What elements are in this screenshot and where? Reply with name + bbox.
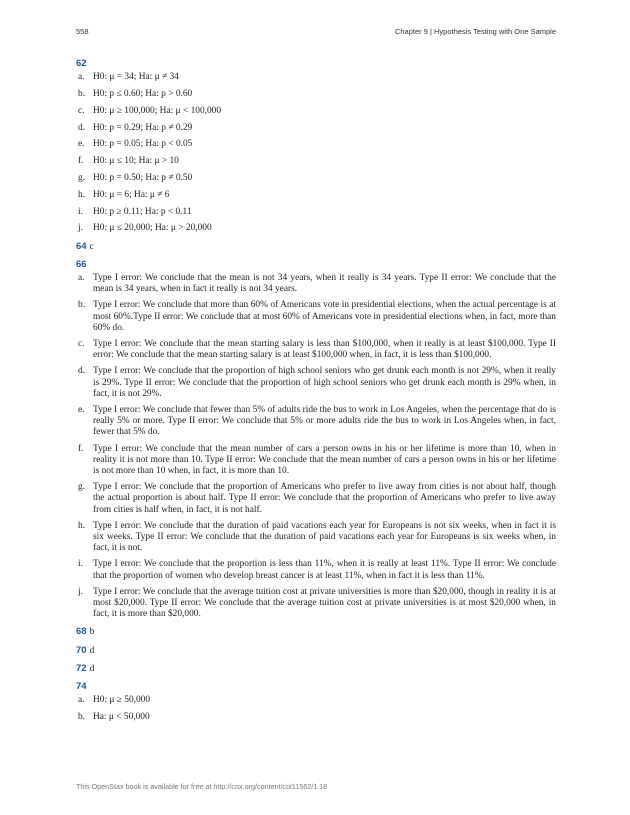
question-number: 66 [76, 258, 87, 270]
list-item [76, 89, 556, 100]
item-text: Ha: μ < 50,000 [93, 712, 150, 723]
answer-list [76, 273, 556, 620]
item-letter: a. [78, 695, 85, 706]
item-text: H0: μ ≥ 50,000 [93, 695, 151, 706]
list-item [76, 123, 556, 134]
item-letter: e. [78, 405, 85, 416]
item-text: H0: p ≤ 0.60; Ha: p > 0.60 [93, 89, 193, 99]
question-number: 74 [76, 681, 87, 693]
question-72 [76, 663, 556, 675]
list-item [76, 190, 556, 201]
item-letter: c. [78, 105, 85, 116]
item-text: Type I error: We conclude that fewer than 5% of adults ride the bus to work in Los Angeles, when the percentage that do is really 5% or more. Type II error: We conclude that 5% or more adults ride the bus to work in Los Angeles when, in fact, fewer that 5% do. [93, 405, 556, 438]
item-letter: g. [78, 172, 86, 183]
item-text: Type I error: We conclude that the proportion of Americans who prefer to live away from cities is not about half, though the actual proportion is about half. Type II error: We conclude that the proportion of Americans who prefer to live away from cities is half when, in fact, it is not half. [93, 482, 556, 515]
list-item [76, 173, 556, 184]
question-62 [76, 58, 556, 235]
answer-list [76, 695, 556, 723]
answer: c [89, 241, 94, 252]
question-66 [76, 259, 556, 621]
item-text: Type I error: We conclude that the duration of paid vacations each year for Europeans is not six weeks, when in fact it is six weeks. Type II error: We conclude that the duration of paid vacations each year for Europeans is six weeks when, in fact, it is not. [93, 520, 556, 554]
item-text: H0: μ ≥ 100,000; Ha: μ < 100,000 [93, 105, 222, 116]
item-letter: d. [78, 366, 86, 377]
question-68 [76, 626, 556, 638]
question-number: 64 [76, 240, 87, 252]
item-letter: h. [78, 520, 86, 531]
list-item [76, 482, 556, 516]
item-text: Type I error: We conclude that the average tuition cost at private universities is more than $20,000, though in reality it is at most $20,000. Type II error: We conclude that the average tuition cost at private universities is at most $20,000 when, in fact, it is more than $20,000. [93, 586, 556, 620]
list-item [76, 207, 556, 218]
item-letter: f. [78, 156, 84, 167]
item-text: Type I error: We conclude that more than 60% of Americans vote in presidential elections, when the actual percentage is at most 60%.Type II error: We conclude that at most 60% of Americans vote in presidential elections when, in fact, more than 60% do. [93, 300, 556, 333]
solutions-content [76, 58, 556, 729]
list-item [76, 139, 556, 150]
list-item [76, 72, 556, 83]
item-letter: c. [78, 339, 85, 349]
item-letter: b. [78, 300, 86, 311]
answer: b [89, 627, 95, 638]
item-text: Type I error: We conclude that the mean number of cars a person owns in his or her lifetime is more than 10, when in reality it is not more than 10. Type II error: We conclude that the mean number of cars a person owns in his or her lifetime is not more than 10 when, in fact, it is more than 10. [93, 443, 556, 477]
chapter-header: Chapter 9 | Hypothesis Testing with One Sample [394, 27, 556, 36]
item-letter: a. [78, 272, 85, 283]
list-item [76, 695, 556, 706]
item-text: H0: p ≥ 0.11; Ha: p < 0.11 [93, 206, 192, 217]
item-text: Type I error: We conclude that the mean is not 34 years, when it really is 34 years. Type II error: We conclude that the mean is 34 years, when in fact it really is not 34 years. [93, 272, 556, 295]
list-item [76, 156, 556, 167]
question-number: 72 [76, 662, 87, 674]
list-item [76, 587, 556, 621]
item-letter: b. [78, 712, 86, 723]
list-item [76, 405, 556, 439]
item-text: H0: μ ≤ 10; Ha: μ > 10 [93, 156, 179, 167]
item-letter: d. [78, 122, 86, 133]
list-item [76, 273, 556, 295]
question-64 [76, 241, 556, 253]
list-item [76, 712, 556, 723]
list-item [76, 559, 556, 581]
footer-note: This OpenStax book is available for free at http://cnx.org/content/col11562/1.18 [76, 782, 328, 791]
page-number: 558 [76, 27, 89, 36]
list-item [76, 521, 556, 555]
question-number: 68 [76, 626, 87, 638]
list-item [76, 339, 556, 361]
answer-list [76, 72, 556, 234]
item-text: Type I error: We conclude that the proportion of high school seniors who get drunk each month is not 29%, when it really is 29%. Type II error: We conclude that the proportion of high school seniors who get drunk each month is 29% when, in fact, it is not 29%. [93, 366, 556, 399]
question-70 [76, 645, 556, 657]
question-number: 62 [76, 58, 87, 69]
item-text: Type I error: We conclude that the proportion is less than 11%, when it is really at least 11%. Type II error: We conclude that the proportion of women who develop breast cancer is at least 11%, when in fact it is less than 11%. [93, 559, 556, 581]
item-letter: h. [78, 189, 86, 200]
item-letter: e. [78, 139, 85, 150]
item-letter: i. [78, 206, 83, 217]
answer: d [89, 645, 95, 656]
list-item [76, 223, 556, 234]
item-text: H0: p = 0.05; Ha: p < 0.05 [93, 139, 193, 150]
question-74 [76, 681, 556, 723]
list-item [76, 106, 556, 117]
item-text: H0: p = 0.50; Ha: p ≠ 0.50 [93, 172, 193, 183]
question-number: 70 [76, 644, 87, 656]
item-text: Type I error: We conclude that the mean starting salary is less than $100,000, when it really is at least $100,000. Type II error: We conclude that the mean starting salary is at least $100,000 when, in fact, it is less than $100,000. [93, 339, 556, 361]
list-item [76, 444, 556, 478]
item-letter: f. [78, 443, 84, 454]
list-item [76, 366, 556, 400]
answer: d [89, 663, 95, 674]
item-text: H0: μ = 6; Ha: μ ≠ 6 [93, 189, 170, 200]
item-letter: j. [78, 223, 83, 234]
item-letter: j. [78, 586, 83, 597]
item-text: H0: μ = 34; Ha: μ ≠ 34 [93, 72, 179, 83]
item-letter: i. [78, 559, 83, 570]
item-letter: g. [78, 482, 86, 493]
item-text: H0: μ ≤ 20,000; Ha: μ > 20,000 [93, 223, 212, 234]
item-letter: b. [78, 89, 86, 99]
list-item [76, 300, 556, 334]
item-text: H0: p = 0.29; Ha: p ≠ 0.29 [93, 122, 193, 133]
item-letter: a. [78, 72, 85, 83]
